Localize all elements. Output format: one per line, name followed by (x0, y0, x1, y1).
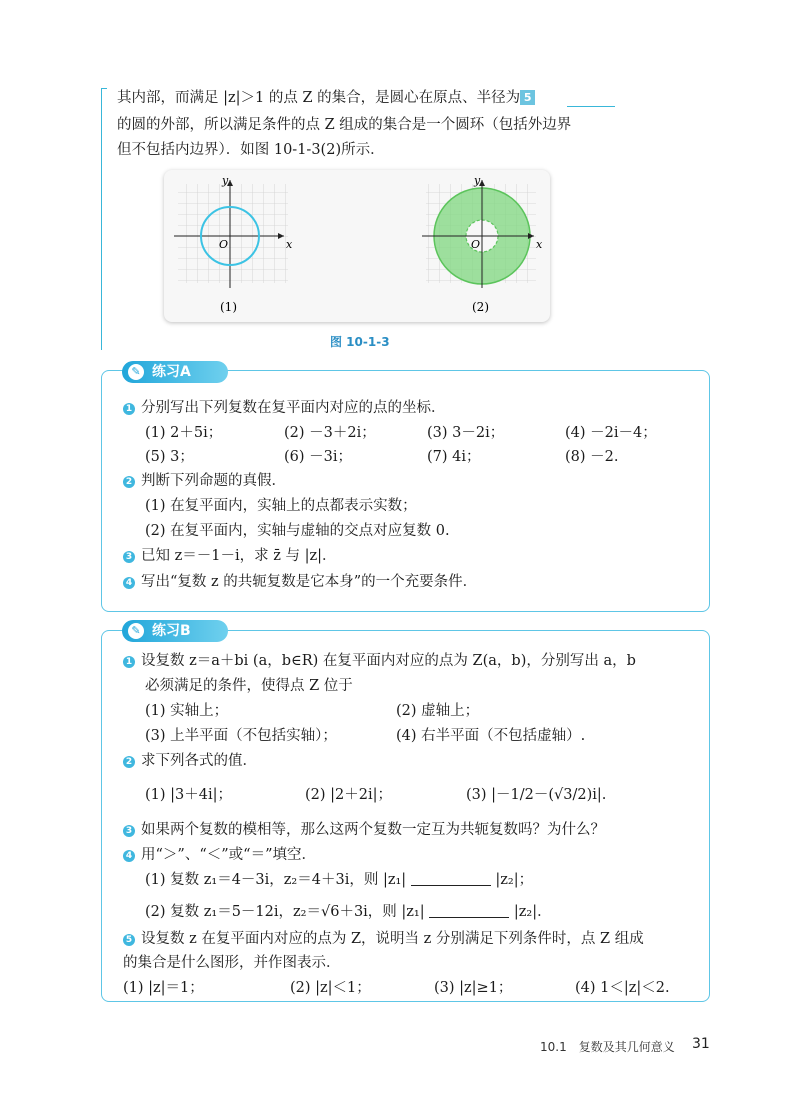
exA-q1-item-3: (3) 3－2i； (427, 425, 505, 441)
exB-q3-text: 如果两个复数的模相等，那么这两个复数一定互为共轭复数吗？为什么？ (141, 822, 605, 838)
y-label-1: y (222, 174, 229, 187)
resource-badge[interactable]: 5 (520, 90, 535, 105)
exA-q1-item-5: (5) 3； (145, 449, 194, 465)
margin-rule (101, 88, 102, 350)
exA-q2-text: 判断下列命题的真假． (141, 473, 286, 489)
badge-underline (567, 106, 615, 107)
exB-q5-item-1: (1) |z|＝1； (123, 980, 204, 996)
exA-q2 (123, 471, 286, 491)
exB-q1 (123, 651, 636, 671)
exA-q2-a: (1) 在复平面内，实轴上的点都表示实数； (145, 498, 417, 514)
page-number: 31 (692, 1036, 710, 1052)
exA-q2-b: (2) 在复平面内，实轴与虚轴的交点对应复数 0. (145, 523, 450, 539)
exB-q4-b-end: |z₂|． (513, 904, 552, 920)
intro-line-3: 但不包括内边界）．如图 10-1-3(2)所示． (117, 142, 385, 158)
exB-q1-item-4: (4) 右半平面（不包括虚轴）. (396, 728, 586, 744)
question-number: 1 (123, 656, 135, 668)
x-label-1: x (286, 238, 293, 251)
exA-q4 (123, 572, 477, 592)
exB-q5-item-2: (2) |z|＜1； (290, 980, 371, 996)
exB-q4-a-end: |z₂|； (495, 872, 534, 888)
exercise-b-title-text: 练习B (152, 623, 191, 639)
y-label-2: y (474, 174, 481, 187)
exA-q1-item-6: (6) －3i； (284, 449, 353, 465)
exB-q5-item-3: (3) |z|≥1； (434, 980, 513, 996)
exB-q2-text: 求下列各式的值． (141, 753, 257, 769)
exA-q1-item-4: (4) －2i－4； (565, 425, 657, 441)
exB-q5 (123, 929, 644, 949)
exB-q2-item-3: (3) |－1/2－(√3/2)i|. (466, 787, 607, 803)
figure-caption: 图 10-1-3 (330, 335, 390, 349)
exB-q1-text2: 必须满足的条件，使得点 Z 位于 (145, 678, 353, 694)
figure-box (164, 170, 550, 322)
figure-svg (164, 170, 550, 322)
exB-q5-text2: 的集合是什么图形，并作图表示． (123, 955, 341, 971)
exB-q1-text: 设复数 z＝a＋bi (a，b∈R) 在复平面内对应的点为 Z(a，b)，分别写出 a，b (141, 653, 636, 669)
exercise-b-title (122, 620, 228, 642)
exA-q1-item-8: (8) －2. (565, 449, 619, 465)
question-number: 4 (123, 850, 135, 862)
footer-section: 10.1 复数及其几何意义 (540, 1040, 675, 1054)
exB-q4-b-text: (2) 复数 z₁＝5－12i，z₂＝√6＋3i，则 |z₁| (145, 904, 425, 920)
question-number: 3 (123, 551, 135, 563)
exB-q5-item-4: (4) 1＜|z|＜2. (575, 980, 670, 996)
question-number: 1 (123, 403, 135, 415)
exB-q2 (123, 751, 257, 771)
exB-q1-item-2: (2) 虚轴上； (396, 703, 480, 719)
exA-q1 (123, 398, 446, 418)
exB-q4-a (145, 870, 533, 890)
margin-rule-cap (101, 88, 107, 89)
origin-label-1: O (219, 238, 229, 251)
intro-line-1-text: 其内部，而满足 |z|＞1 的点 Z 的集合，是圆心在原点、半径为 (117, 90, 521, 106)
question-number: 2 (123, 476, 135, 488)
exA-q1-text: 分别写出下列复数在复平面内对应的点的坐标． (141, 400, 446, 416)
sub-caption-2: (2) (472, 300, 489, 314)
exA-q1-item-2: (2) －3＋2i； (284, 425, 376, 441)
question-number: 5 (123, 934, 135, 946)
exB-q2-item-2: (2) |2＋2i|； (305, 787, 393, 803)
exA-q4-text: 写出“复数 z 的共轭复数是它本身”的一个充要条件． (141, 574, 478, 590)
exB-q1-item-1: (1) 实轴上； (145, 703, 229, 719)
origin-label-2: O (471, 238, 481, 251)
sub-caption-1: (1) (220, 300, 237, 314)
exB-q4-text: 用“＞”、“＜”或“＝”填空． (141, 847, 316, 863)
exA-q1-item-1: (1) 2＋5i； (145, 425, 223, 441)
exercise-a-title-text: 练习A (152, 364, 191, 380)
exB-q4-b (145, 902, 552, 922)
grid-1 (178, 184, 288, 283)
fill-blank[interactable] (429, 903, 509, 918)
exB-q1-item-3: (3) 上半平面（不包括实轴）； (145, 728, 337, 744)
fill-blank[interactable] (411, 871, 491, 886)
exA-q3-text: 已知 z＝－1－i，求 z̄ 与 |z|． (141, 548, 337, 564)
exB-q4 (123, 845, 316, 865)
exA-q3 (123, 546, 337, 566)
pencil-icon: ✎ (128, 364, 144, 380)
exB-q2-item-1: (1) |3＋4i|； (145, 787, 233, 803)
pencil-icon: ✎ (128, 623, 144, 639)
x-label-2: x (536, 238, 543, 251)
exercise-a-title (122, 361, 228, 383)
question-number: 4 (123, 577, 135, 589)
exB-q5-text: 设复数 z 在复平面内对应的点为 Z，说明当 z 分别满足下列条件时，点 Z 组成 (141, 931, 644, 947)
intro-line-1 (117, 88, 535, 108)
exB-q4-a-text: (1) 复数 z₁＝4－3i，z₂＝4＋3i，则 |z₁| (145, 872, 407, 888)
question-number: 3 (123, 825, 135, 837)
question-number: 2 (123, 756, 135, 768)
exA-q1-item-7: (7) 4i； (427, 449, 481, 465)
exB-q3 (123, 820, 605, 840)
intro-line-2: 的圆的外部，所以满足条件的点 Z 组成的集合是一个圆环（包括外边界 (117, 117, 572, 133)
